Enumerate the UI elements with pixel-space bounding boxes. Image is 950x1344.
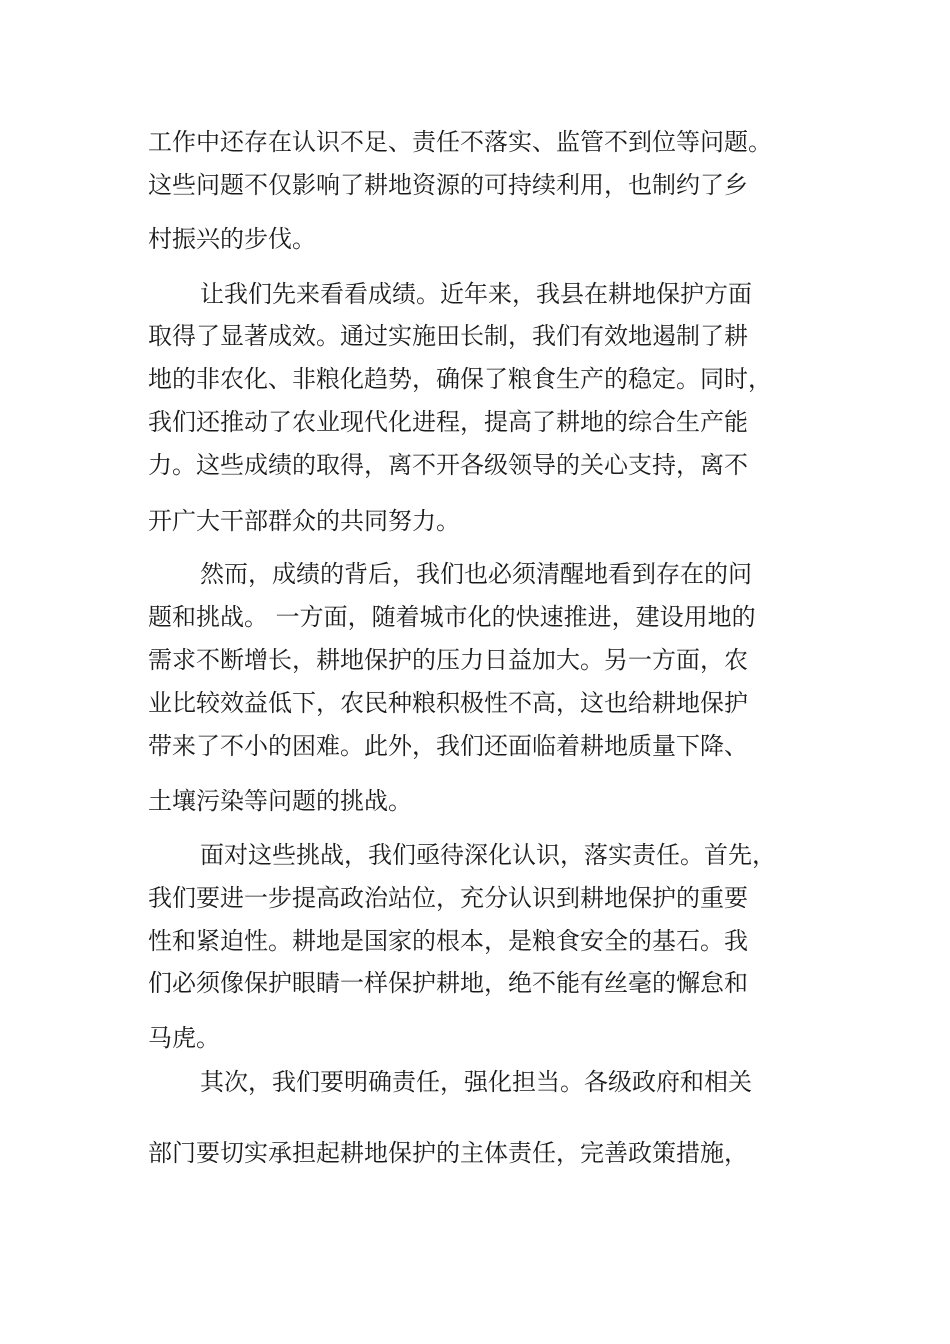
text-line: 开广大干部群众的共同努力。 — [148, 507, 460, 535]
paragraph-first-line: 让我们先来看看成绩。近年来，我县在耕地保护方面 — [200, 280, 752, 308]
text-line: 们必须像保护眼睛一样保护耕地，绝不能有丝毫的懈怠和 — [148, 969, 748, 997]
text-line: 地的非农化、非粮化趋势，确保了粮食生产的稳定。同时， — [148, 365, 772, 393]
text-line: 工作中还存在认识不足、责任不落实、监管不到位等问题。 — [148, 128, 772, 156]
text-line: 马虎。 — [148, 1024, 220, 1052]
paragraph-first-line: 面对这些挑战，我们亟待深化认识，落实责任。首先， — [200, 841, 776, 869]
paragraph-first-line: 然而，成绩的背后，我们也必须清醒地看到存在的问 — [200, 560, 752, 588]
text-line: 村振兴的步伐。 — [148, 225, 316, 253]
text-line: 我们还推动了农业现代化进程，提高了耕地的综合生产能 — [148, 408, 748, 436]
text-line: 带来了不小的困难。此外，我们还面临着耕地质量下降、 — [148, 732, 748, 760]
text-line: 部门要切实承担起耕地保护的主体责任，完善政策措施， — [148, 1139, 748, 1167]
text-line: 这些问题不仅影响了耕地资源的可持续利用，也制约了乡 — [148, 171, 748, 199]
text-line: 业比较效益低下，农民种粮积极性不高，这也给耕地保护 — [148, 689, 748, 717]
text-line: 力。这些成绩的取得，离不开各级领导的关心支持，离不 — [148, 451, 748, 479]
paragraph-first-line: 其次，我们要明确责任，强化担当。各级政府和相关 — [200, 1068, 752, 1096]
text-line: 性和紧迫性。耕地是国家的根本，是粮食安全的基石。我 — [148, 927, 748, 955]
text-line: 需求不断增长，耕地保护的压力日益加大。另一方面，农 — [148, 646, 748, 674]
text-line: 取得了显著成效。通过实施田长制，我们有效地遏制了耕 — [148, 322, 748, 350]
text-line: 我们要进一步提高政治站位，充分认识到耕地保护的重要 — [148, 884, 748, 912]
text-line: 题和挑战。 一方面，随着城市化的快速推进，建设用地的 — [148, 603, 756, 631]
text-line: 土壤污染等问题的挑战。 — [148, 787, 412, 815]
